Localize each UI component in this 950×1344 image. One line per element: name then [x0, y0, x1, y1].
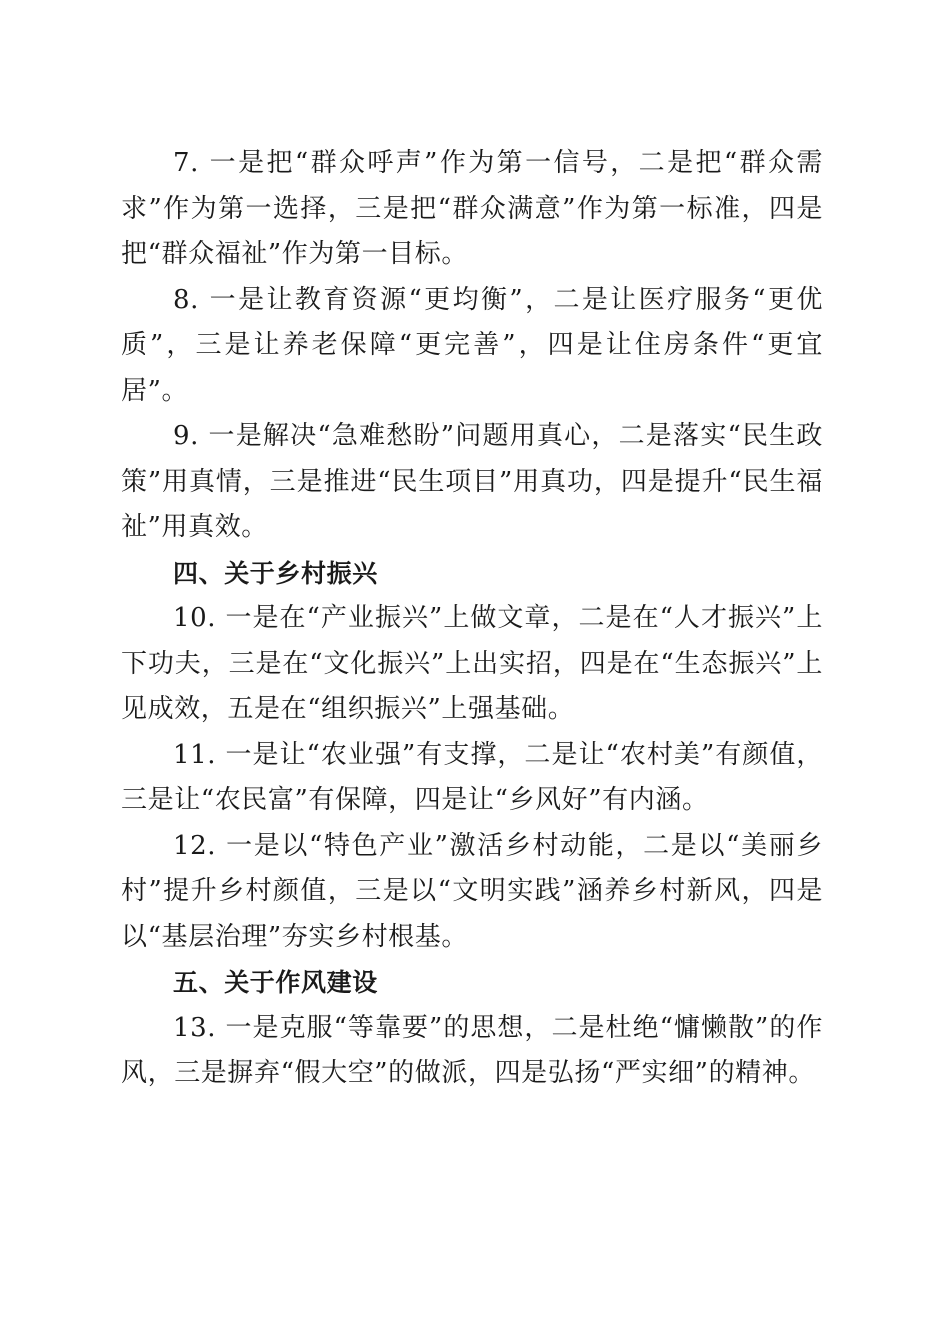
paragraph-12: 12. 一是以“特色产业”激活乡村动能，二是以“美丽乡村”提升乡村颜值，三是以“文明实践”涵养乡村新风，四是以“基层治理”夯实乡村根基。 — [121, 830, 823, 952]
document-page — [121, 141, 823, 1097]
paragraph-8: 8. 一是让教育资源“更均衡”，二是让医疗服务“更优质”，三是让养老保障“更完善”，四是让住房条件“更宜居”。 — [121, 284, 823, 406]
paragraph-7: 7. 一是把“群众呼声”作为第一信号，二是把“群众需求”作为第一选择，三是把“群众满意”作为第一标准，四是把“群众福祉”作为第一目标。 — [121, 148, 823, 269]
paragraph-13: 13. 一是克服“等靠要”的思想，二是杜绝“慵懒散”的作风，三是摒弃“假大空”的做派，四是弘扬“严实细”的精神。 — [121, 1012, 823, 1088]
paragraph-11: 11. 一是让“农业强”有支撑，二是让“农村美”有颜值，三是让“农民富”有保障，四是让“乡风好”有内涵。 — [121, 739, 823, 815]
paragraph-9: 9. 一是解决“急难愁盼”问题用真心，二是落实“民生政策”用真情，三是推进“民生项目”用真功，四是提升“民生福祉”用真效。 — [121, 421, 823, 542]
section-heading-rural-revitalization: 四、关于乡村振兴 — [173, 558, 378, 588]
paragraph-10: 10. 一是在“产业振兴”上做文章，二是在“人才振兴”上下功夫，三是在“文化振兴”上出实招，四是在“生态振兴”上见成效，五是在“组织振兴”上强基础。 — [121, 603, 823, 724]
section-heading-work-style: 五、关于作风建设 — [173, 968, 378, 997]
